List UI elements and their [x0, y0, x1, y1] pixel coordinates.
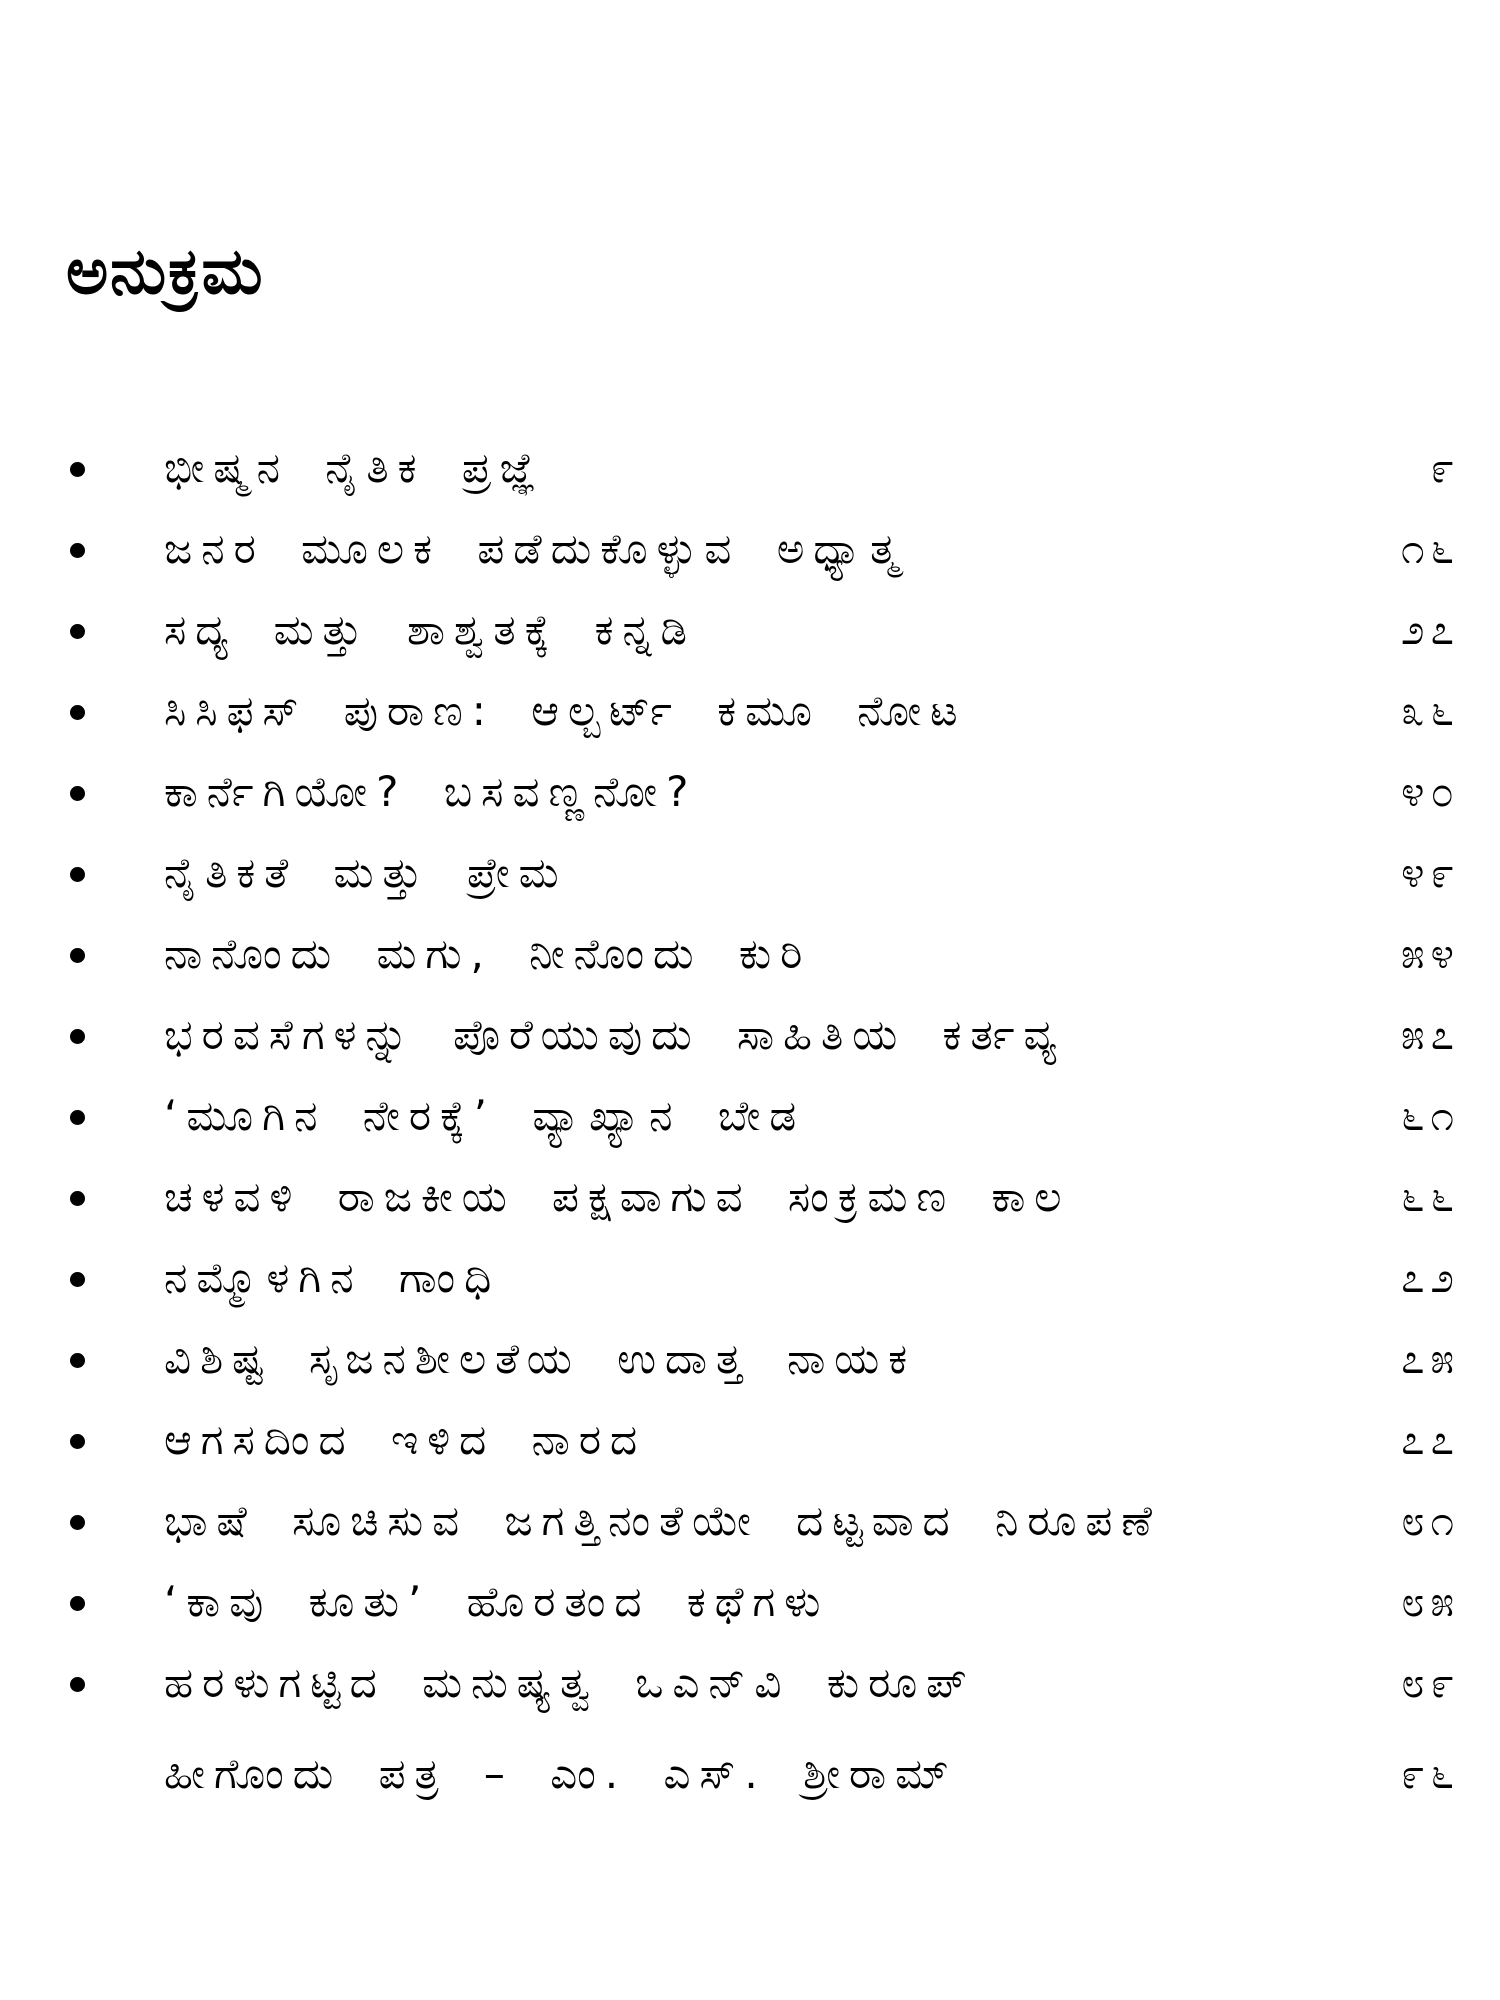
- toc-entry-title: ಚಳವಳಿ ರಾಜಕೀಯ ಪಕ್ಷವಾಗುವ ಸಂಕ್ರಮಣ ಕಾಲ: [164, 1172, 1071, 1221]
- toc-entry: [0, 837, 1500, 918]
- toc-entry-page: ೬೬: [1400, 1172, 1460, 1221]
- bullet-icon: [70, 1029, 85, 1044]
- toc-entry-page: ೬೧: [1400, 1091, 1460, 1140]
- bullet-icon: [70, 1110, 85, 1125]
- toc-entry-page: ೯೬: [1400, 1749, 1460, 1798]
- toc-entry-page: ೧೬: [1400, 524, 1460, 573]
- toc-entry-page: ೯: [1430, 443, 1460, 492]
- toc-entry: [0, 513, 1500, 594]
- toc-entry-title: ಸದ್ಯ ಮತ್ತು ಶಾಶ್ವತಕ್ಕೆ ಕನ್ನಡಿ: [164, 605, 696, 654]
- toc-entry-page: ೫೭: [1400, 1010, 1460, 1059]
- toc-entry-title: ನೈತಿಕತೆ ಮತ್ತು ಪ್ರೇಮ: [164, 848, 568, 897]
- bullet-icon: [70, 1677, 85, 1692]
- toc-entry: [0, 594, 1500, 675]
- toc-entry-page: ೭೨: [1400, 1253, 1460, 1302]
- toc-entry: [0, 1404, 1500, 1485]
- toc-entry-title: ಆಗಸದಿಂದ ಇಳಿದ ನಾರದ: [164, 1415, 647, 1464]
- bullet-icon: [70, 1191, 85, 1206]
- toc-entry-title: ಭರವಸೆಗಳನ್ನು ಪೊರೆಯುವುದು ಸಾಹಿತಿಯ ಕರ್ತವ್ಯ: [164, 1010, 1066, 1059]
- table-of-contents: [0, 432, 1500, 1819]
- bullet-icon: [70, 543, 85, 558]
- toc-entry-page: ೪೯: [1400, 848, 1460, 897]
- toc-entry-page: ೮೧: [1400, 1496, 1460, 1545]
- toc-entry: [0, 1647, 1500, 1728]
- toc-entry-letter: [0, 1738, 1500, 1819]
- toc-entry: [0, 1242, 1500, 1323]
- toc-entry-page: ೭೭: [1400, 1415, 1460, 1464]
- bullet-icon: [70, 705, 85, 720]
- toc-entry-page: ೭೫: [1400, 1334, 1460, 1383]
- toc-entry: [0, 1323, 1500, 1404]
- toc-entry: [0, 1566, 1500, 1647]
- toc-entry-title: ವಿಶಿಷ್ಟ ಸೃಜನಶೀಲತೆಯ ಉದಾತ್ತ ನಾಯಕ: [164, 1334, 917, 1383]
- page-title: ಅನುಕ್ರಮ: [66, 235, 265, 309]
- bullet-icon: [70, 1353, 85, 1368]
- toc-entry-title: ಭೀಷ್ಮನ ನೈತಿಕ ಪ್ರಜ್ಞೆ: [164, 443, 545, 492]
- bullet-icon: [70, 1596, 85, 1611]
- toc-entry-title: ಭಾಷೆ ಸೂಚಿಸುವ ಜಗತ್ತಿನಂತೆಯೇ ದಟ್ಟವಾದ ನಿರೂಪಣೆ: [164, 1496, 1161, 1545]
- toc-entry-title: ‘ಮೂಗಿನ ನೇರಕ್ಕೆ’ ವ್ಯಾಖ್ಯಾನ ಬೇಡ: [164, 1091, 806, 1140]
- toc-entry: [0, 432, 1500, 513]
- toc-entry-title: ನಮ್ಮೊಳಗಿನ ಗಾಂಧಿ: [164, 1253, 501, 1302]
- bullet-icon: [70, 1272, 85, 1287]
- toc-entry-page: ೨೭: [1400, 605, 1460, 654]
- bullet-icon: [70, 867, 85, 882]
- toc-entry-title: ಹೀಗೊಂದು ಪತ್ರ – ಎಂ. ಎಸ್. ಶ್ರೀರಾಮ್: [164, 1749, 958, 1798]
- toc-entry-page: ೪೦: [1400, 767, 1460, 816]
- bullet-icon: [70, 786, 85, 801]
- toc-entry-page: ೮೯: [1400, 1658, 1460, 1707]
- bullet-icon: [70, 462, 85, 477]
- toc-entry-title: ಜನರ ಮೂಲಕ ಪಡೆದುಕೊಳ್ಳುವ ಅಧ್ಯಾತ್ಮ: [164, 524, 908, 573]
- bullet-icon: [70, 624, 85, 639]
- toc-entry-title: ಸಿಸಿಫಸ್ ಪುರಾಣ: ಆಲ್ಬರ್ಟ್ ಕಮೂ ನೋಟ: [164, 686, 967, 735]
- toc-entry-title: ಹರಳುಗಟ್ಟಿದ ಮನುಷ್ಯತ್ವ ಒಎನ್‌ವಿ ಕುರೂಪ್: [164, 1658, 976, 1707]
- bullet-icon: [70, 948, 85, 963]
- toc-entry-page: ೮೫: [1400, 1577, 1460, 1626]
- toc-entry: [0, 1485, 1500, 1566]
- bullet-icon: [70, 1434, 85, 1449]
- bullet-icon: [70, 1515, 85, 1530]
- toc-entry-title: ಕಾರ್ನೆಗಿಯೋ? ಬಸವಣ್ಣನೋ?: [164, 767, 698, 816]
- toc-entry: [0, 1080, 1500, 1161]
- toc-entry: [0, 1161, 1500, 1242]
- toc-entry: [0, 675, 1500, 756]
- toc-entry-page: ೩೬: [1400, 686, 1460, 735]
- toc-entry-page: ೫೪: [1400, 929, 1460, 978]
- toc-entry: [0, 999, 1500, 1080]
- toc-entry-title: ‘ಕಾವು ಕೂತು’ ಹೊರತಂದ ಕಥೆಗಳು: [164, 1577, 830, 1626]
- toc-entry: [0, 756, 1500, 837]
- toc-entry: [0, 918, 1500, 999]
- toc-entry-title: ನಾನೊಂದು ಮಗು, ನೀನೊಂದು ಕುರಿ: [164, 929, 812, 978]
